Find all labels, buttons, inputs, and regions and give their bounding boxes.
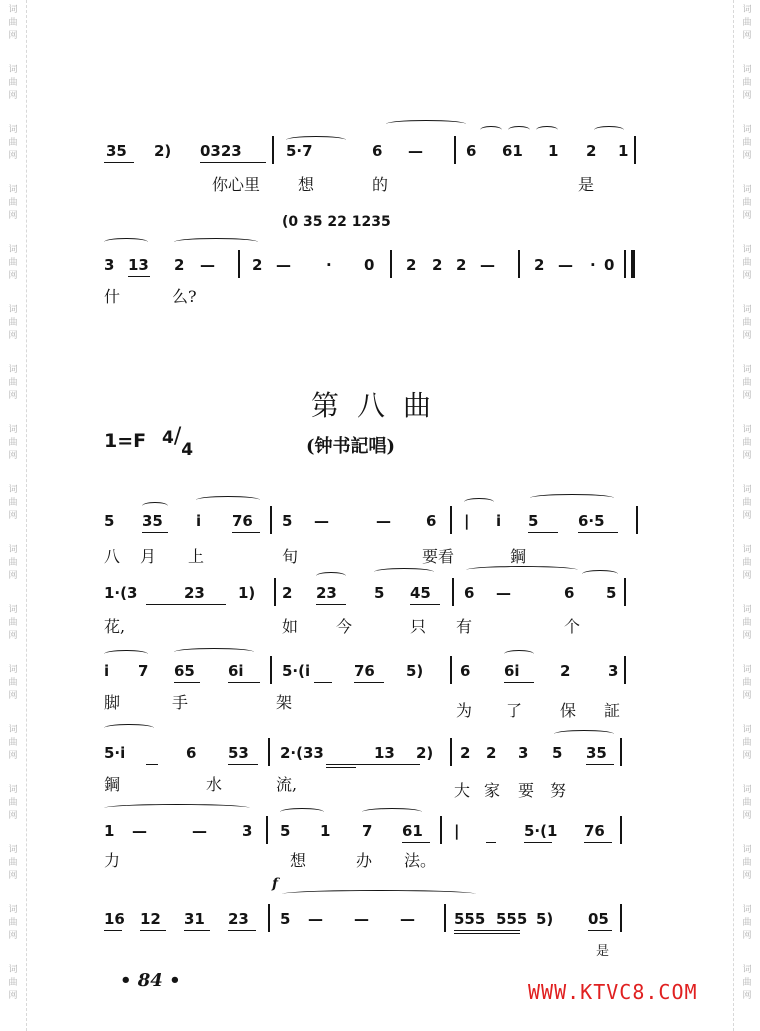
underline-beam: [578, 532, 618, 533]
bar-line: [452, 578, 454, 606]
underline-beam: [146, 764, 158, 765]
lyric: 你心里: [212, 175, 261, 194]
watermark-stamp: 词 曲 网: [8, 185, 18, 221]
lyric: 办: [356, 851, 373, 870]
note: 6: [372, 142, 383, 160]
underline-beam: [142, 532, 168, 533]
lyric: 月: [140, 547, 157, 566]
bar-line: [270, 656, 272, 684]
note: 05: [588, 910, 609, 928]
lyric: 有: [456, 617, 473, 636]
note: 2: [486, 744, 497, 762]
watermark-stamp: 词 曲 网: [8, 305, 18, 341]
watermark-stamp: 词 曲 网: [8, 665, 18, 701]
bar-line: [444, 904, 446, 932]
bar-line: [624, 656, 626, 684]
note: 2: [460, 744, 471, 762]
underline-beam: [316, 604, 346, 605]
bar-line: [624, 578, 626, 606]
note: 65: [174, 662, 195, 680]
score-line-5: [104, 814, 644, 848]
slur: [104, 650, 148, 658]
slur: [316, 572, 346, 580]
note: 5: [606, 584, 617, 602]
note: 5): [536, 910, 554, 928]
note: 23: [184, 584, 205, 602]
page-number: • 84 •: [120, 970, 181, 991]
underline-beam: [588, 930, 612, 931]
watermark-stamp: 词 曲 网: [8, 605, 18, 641]
underline-beam: [402, 842, 430, 843]
watermark-stamp: 词 曲 网: [8, 905, 18, 941]
note-dash: —: [308, 910, 323, 928]
lyric: 努: [550, 781, 567, 800]
watermark-stamp: 词 曲 网: [8, 785, 18, 821]
lyric: 今: [336, 617, 353, 636]
note: 2: [282, 584, 293, 602]
underline-beam: [184, 930, 210, 931]
underline-beam: [454, 933, 520, 934]
watermark-stamp: 词 曲 网: [8, 425, 18, 461]
lyric: 脚: [104, 693, 121, 712]
lyric: 是: [578, 175, 595, 194]
lyric: 只: [410, 617, 427, 636]
watermark-stamp: 词 曲 网: [742, 185, 752, 221]
note: 0323: [200, 142, 242, 160]
note: 555: [496, 910, 528, 928]
underline-beam: [528, 532, 558, 533]
lyric: 是: [596, 944, 610, 959]
note: 61: [502, 142, 523, 160]
note-dash: —: [354, 910, 369, 928]
lyric: 大: [454, 781, 471, 800]
lyric: 鋼: [510, 547, 527, 566]
watermark-stamp: 词 曲 网: [742, 365, 752, 401]
underline-beam: [232, 532, 260, 533]
note: 5·7: [286, 142, 313, 160]
note: 76: [354, 662, 375, 680]
score-line-top-2: [104, 248, 644, 282]
note-dash: —: [376, 512, 391, 530]
lyric: 法。: [404, 851, 437, 870]
lyric: 了: [506, 701, 523, 720]
note: 6i: [504, 662, 520, 680]
watermark-stamp: 词 曲 网: [8, 545, 18, 581]
underline-beam: [200, 162, 266, 163]
watermark-stamp: 词 曲 网: [742, 125, 752, 161]
note: i: [496, 512, 502, 530]
slur: [280, 808, 324, 816]
left-watermark-column: [0, 0, 27, 1031]
note: 5): [406, 662, 424, 680]
underline-beam: [228, 930, 256, 931]
lyric: 流,: [276, 775, 298, 794]
note: 2: [534, 256, 545, 274]
lyric: 旬: [282, 547, 299, 566]
lyric: 家: [484, 781, 501, 800]
underline-beam: [486, 842, 496, 843]
watermark-stamp: 词 曲 网: [742, 665, 752, 701]
note: i: [196, 512, 202, 530]
slur: [362, 808, 422, 816]
note: 1): [238, 584, 256, 602]
note: 2: [456, 256, 467, 274]
watermark-stamp: 词 曲 网: [742, 5, 752, 41]
note: 0: [604, 256, 615, 274]
slur: [594, 126, 624, 134]
underline-beam: [104, 930, 122, 931]
note: 23: [316, 584, 337, 602]
underline-beam: [146, 604, 226, 605]
slur: [536, 126, 558, 134]
lyric: 如: [282, 617, 299, 636]
watermark-stamp: 词 曲 网: [8, 245, 18, 281]
underline-beam: [228, 764, 258, 765]
note: |: [454, 822, 460, 840]
slur: [530, 494, 614, 502]
watermark-stamp: 词 曲 网: [8, 845, 18, 881]
note: 23: [228, 910, 249, 928]
score-line-1: [104, 504, 644, 538]
note: 2: [586, 142, 597, 160]
lyric: 要: [518, 781, 535, 800]
watermark-stamp: 词 曲 网: [8, 65, 18, 101]
bar-line: [450, 506, 452, 534]
bar-line: [440, 816, 442, 844]
slur: [174, 648, 254, 656]
watermark-stamp: 词 曲 网: [742, 965, 752, 1001]
watermark-stamp: 词 曲 网: [742, 605, 752, 641]
watermark-stamp: 词 曲 网: [742, 245, 752, 281]
website-watermark: WWW.KTVC8.COM: [528, 980, 698, 1004]
watermark-stamp: 词 曲 网: [8, 725, 18, 761]
note: 6: [466, 142, 477, 160]
bar-line: [272, 136, 274, 164]
lyric: 的: [372, 175, 389, 194]
note-dash: —: [314, 512, 329, 530]
lyric: 要看: [422, 547, 455, 566]
time-signature-top: 4: [162, 428, 174, 448]
score-line-top-1: [104, 134, 644, 168]
note: 13: [128, 256, 149, 274]
bar-line: [390, 250, 392, 278]
note: 1: [104, 822, 115, 840]
note: 5: [104, 512, 115, 530]
note: 5: [374, 584, 385, 602]
note: |: [464, 512, 470, 530]
watermark-stamp: 词 曲 网: [742, 305, 752, 341]
slur: [104, 238, 148, 246]
score-line-2: [104, 576, 644, 610]
lyric: 力: [104, 851, 121, 870]
note: 3: [608, 662, 619, 680]
note: 45: [410, 584, 431, 602]
note: 555: [454, 910, 486, 928]
lyric: 手: [172, 693, 189, 712]
note: 3: [242, 822, 253, 840]
underline-beam: [314, 682, 332, 683]
note: 76: [584, 822, 605, 840]
right-watermark-column: [733, 0, 760, 1031]
underline-beam: [524, 842, 552, 843]
watermark-stamp: 词 曲 网: [742, 725, 752, 761]
slur: [480, 126, 502, 134]
note-dash: —: [480, 256, 495, 274]
slur: [104, 724, 154, 732]
underline-beam: [354, 682, 384, 683]
note: 5·(1: [524, 822, 558, 840]
bar-line: [274, 578, 276, 606]
tie: [104, 804, 250, 812]
note: 35: [106, 142, 127, 160]
bar-line: [270, 506, 272, 534]
note: 5: [280, 822, 291, 840]
lyric: 保: [560, 701, 577, 720]
note-dash: —: [558, 256, 573, 274]
note: 5·(i: [282, 662, 311, 680]
bar-line: [620, 738, 622, 766]
slur: [582, 570, 618, 578]
watermark-stamp: 词 曲 网: [8, 485, 18, 521]
time-signature: 4/4: [162, 424, 194, 460]
lyric: 水: [206, 775, 223, 794]
lyric: 証: [604, 701, 621, 720]
underline-beam: [326, 767, 356, 768]
lyric: 花,: [104, 617, 126, 636]
note-dash: —: [408, 142, 423, 160]
bar-line: [634, 136, 636, 164]
lyric: 八: [104, 547, 121, 566]
lyric: 个: [564, 617, 581, 636]
note-dot: ·: [590, 256, 596, 274]
bar-line: [238, 250, 240, 278]
bar-line: [518, 250, 520, 278]
note: 2·(33: [280, 744, 324, 762]
watermark-stamp: 词 曲 网: [742, 845, 752, 881]
key-signature: 1=F: [104, 430, 147, 452]
note: 1·(3: [104, 584, 138, 602]
double-bar-line: [624, 250, 635, 278]
score-line-3: [104, 654, 644, 688]
note-dash: —: [400, 910, 415, 928]
watermark-stamp: 词 曲 网: [742, 785, 752, 821]
bar-line: [450, 656, 452, 684]
note-dash: —: [276, 256, 291, 274]
singer-credit: (钟书記唱): [306, 436, 396, 457]
dynamic-marking: f: [272, 876, 279, 892]
tie: [282, 890, 476, 898]
underline-beam: [584, 842, 612, 843]
slur: [508, 126, 530, 134]
time-signature-bottom: 4: [181, 440, 194, 460]
note: 35: [586, 744, 607, 762]
note-dash: —: [192, 822, 207, 840]
note: 1: [618, 142, 629, 160]
note: 3: [104, 256, 115, 274]
watermark-stamp: 词 曲 网: [742, 905, 752, 941]
note-dot: ·: [326, 256, 332, 274]
note: 6·5: [578, 512, 605, 530]
watermark-stamp: 词 曲 网: [8, 125, 18, 161]
underline-beam: [326, 764, 420, 765]
note: 61: [402, 822, 423, 840]
note: 12: [140, 910, 161, 928]
note-dash: —: [200, 256, 215, 274]
bar-line: [620, 904, 622, 932]
score-line-6: [104, 902, 644, 936]
note: 35: [142, 512, 163, 530]
note: 2: [174, 256, 185, 274]
tie: [466, 566, 578, 574]
note: 2): [416, 744, 434, 762]
watermark-stamp: 词 曲 网: [8, 5, 18, 41]
note: 5: [552, 744, 563, 762]
note: 2: [406, 256, 417, 274]
note: 1: [320, 822, 331, 840]
watermark-stamp: 词 曲 网: [8, 965, 18, 1001]
note: 7: [362, 822, 373, 840]
note: 31: [184, 910, 205, 928]
underline-beam: [586, 764, 614, 765]
watermark-stamp: 词 曲 网: [8, 365, 18, 401]
watermark-stamp: 词 曲 网: [742, 425, 752, 461]
slur: [196, 496, 260, 504]
note: 6i: [228, 662, 244, 680]
bar-line: [450, 738, 452, 766]
note: 13: [374, 744, 395, 762]
note: 0: [364, 256, 375, 274]
lyric: 么?: [172, 287, 197, 306]
intro-notes: (0 35 22 1235: [282, 214, 391, 230]
underline-beam: [104, 162, 134, 163]
slur: [464, 498, 494, 506]
slur: [142, 502, 168, 510]
note: 5: [280, 910, 291, 928]
bar-line: [454, 136, 456, 164]
underline-beam: [128, 276, 150, 277]
bar-line: [620, 816, 622, 844]
note: 2): [154, 142, 172, 160]
slur: [504, 650, 534, 658]
note: 76: [232, 512, 253, 530]
underline-beam: [228, 682, 260, 683]
note: 5·i: [104, 744, 126, 762]
note: 3: [518, 744, 529, 762]
piece-title: 第八曲: [310, 389, 449, 422]
lyric: 想: [298, 175, 315, 194]
watermark-stamp: 词 曲 网: [742, 485, 752, 521]
score-line-4: [104, 736, 644, 770]
bar-line: [268, 904, 270, 932]
note: 6: [464, 584, 475, 602]
lyric: 为: [456, 701, 473, 720]
note: 6: [186, 744, 197, 762]
note: 5: [282, 512, 293, 530]
slur: [286, 136, 346, 144]
lyric: 架: [276, 693, 293, 712]
note: 7: [138, 662, 149, 680]
slur: [374, 568, 434, 576]
note: 6: [460, 662, 471, 680]
note: 16: [104, 910, 125, 928]
note: 2: [560, 662, 571, 680]
bar-line: [266, 816, 268, 844]
underline-beam: [410, 604, 440, 605]
bar-line: [636, 506, 638, 534]
note: 53: [228, 744, 249, 762]
underline-beam: [504, 682, 534, 683]
lyric: 想: [290, 851, 307, 870]
note: 2: [252, 256, 263, 274]
tie: [386, 120, 466, 128]
tie: [174, 238, 258, 246]
underline-beam: [140, 930, 166, 931]
underline-beam: [454, 930, 520, 931]
note: 2: [432, 256, 443, 274]
note-dash: —: [132, 822, 147, 840]
watermark-stamp: 词 曲 网: [742, 545, 752, 581]
lyric: 上: [188, 547, 205, 566]
note: 1: [548, 142, 559, 160]
watermark-stamp: 词 曲 网: [742, 65, 752, 101]
lyric: 什: [104, 287, 121, 306]
note: i: [104, 662, 110, 680]
lyric: 鋼: [104, 775, 121, 794]
note: 5: [528, 512, 539, 530]
underline-beam: [174, 682, 200, 683]
note: 6: [564, 584, 575, 602]
note: 6: [426, 512, 437, 530]
note-dash: —: [496, 584, 511, 602]
slur: [554, 730, 614, 738]
bar-line: [268, 738, 270, 766]
